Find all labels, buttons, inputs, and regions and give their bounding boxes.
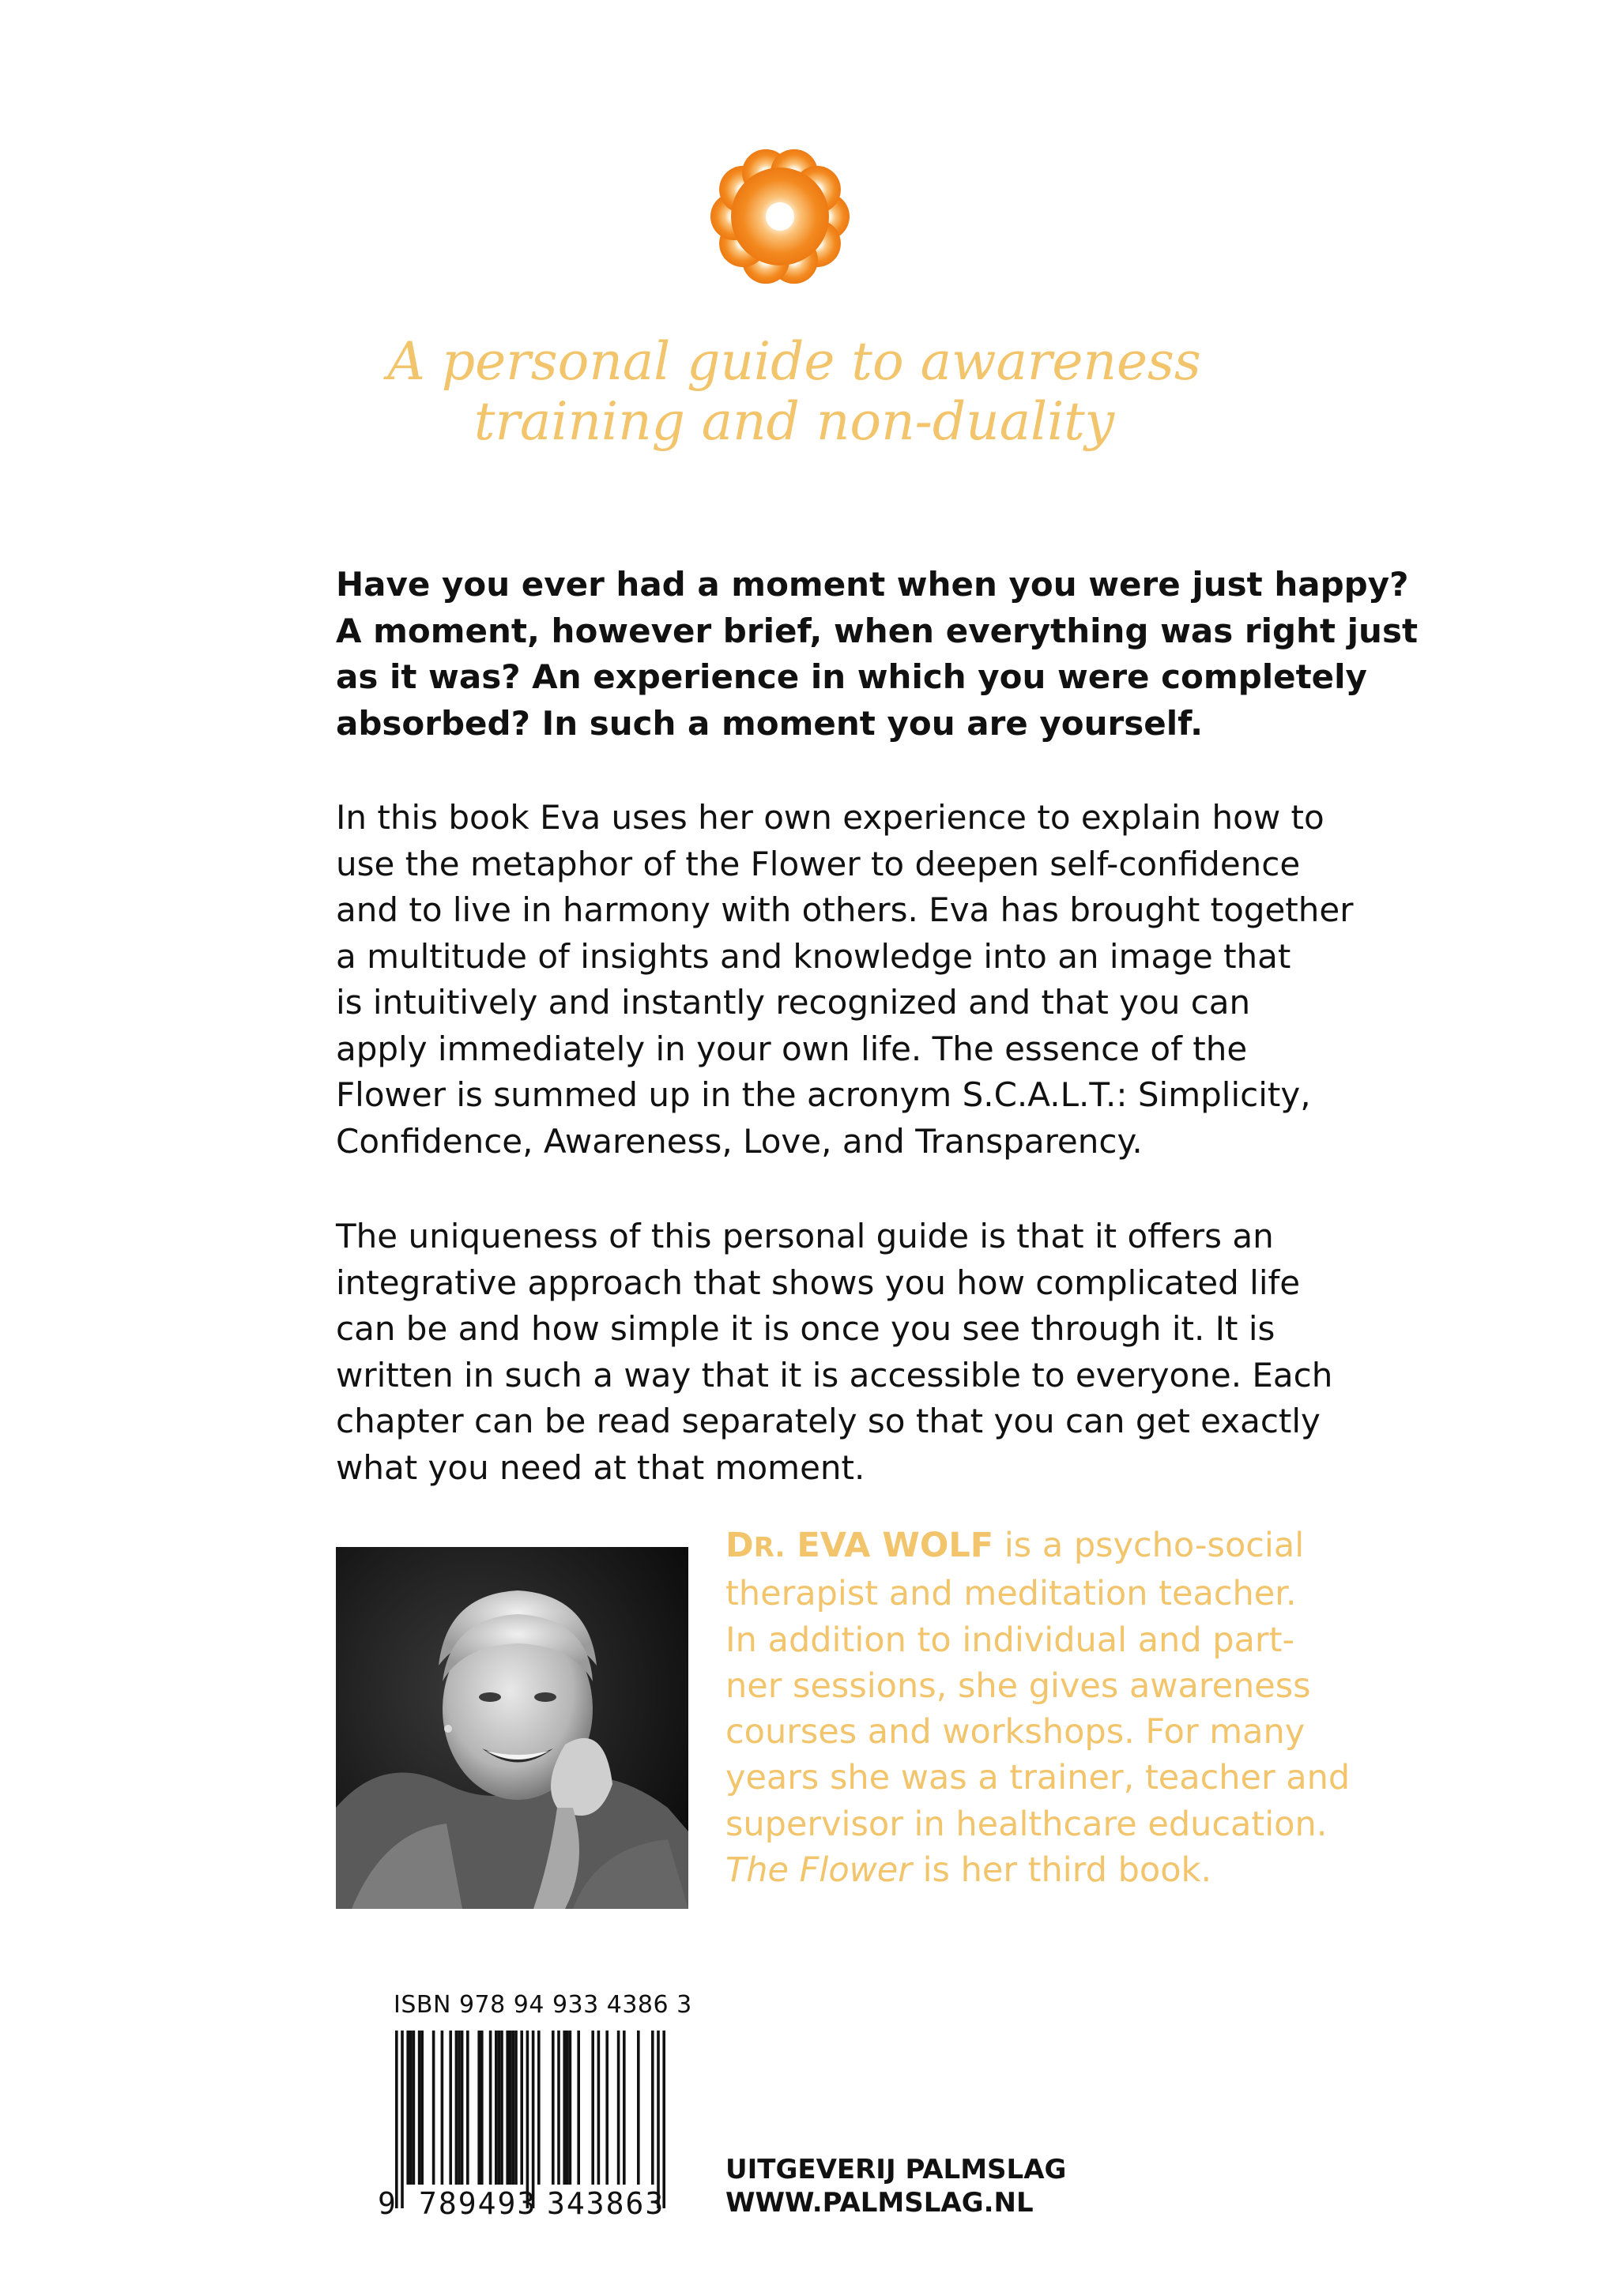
barcode-bar xyxy=(413,2031,416,2185)
barcode-bar xyxy=(526,2031,529,2208)
barcode-bar xyxy=(449,2031,452,2185)
barcode-bar xyxy=(455,2031,458,2185)
barcode-bar xyxy=(495,2031,498,2185)
author-name-prefix-d: D xyxy=(725,1526,754,1565)
bio-line-1-rest: is a psycho-social xyxy=(993,1526,1305,1565)
barcode-bar xyxy=(557,2031,560,2185)
author-name-prefix-rest: R. xyxy=(753,1532,786,1564)
intro-line: absorbed? In such a moment you are yourself. xyxy=(336,703,1204,743)
barcode-bar xyxy=(657,2031,660,2208)
paragraph-line: Confidence, Awareness, Love, and Transparency. xyxy=(336,1121,1143,1161)
publisher-url[interactable]: WWW.PALMSLAG.NL xyxy=(725,2187,1034,2219)
barcode-bar xyxy=(466,2031,469,2185)
paragraph-line: is intuitively and instantly recognized and that you can xyxy=(336,983,1251,1022)
barcode-bar xyxy=(512,2031,515,2185)
barcode-bar xyxy=(461,2031,464,2185)
bio-line xyxy=(725,1847,1326,1893)
barcode xyxy=(371,2031,688,2220)
barcode-bar xyxy=(577,2031,580,2185)
intro-line: Have you ever had a moment when you were just happy? xyxy=(336,565,1409,604)
barcode-bar xyxy=(418,2031,421,2185)
barcode-digit-group: 9 xyxy=(378,2186,396,2220)
barcode-bar xyxy=(509,2031,512,2185)
barcode-bar xyxy=(477,2031,480,2185)
bio-line: supervisor in healthcare education. xyxy=(725,1804,1328,1844)
barcode-bar xyxy=(591,2031,594,2185)
intro-line: as it was? An experience in which you were completely xyxy=(336,657,1367,696)
barcode-bar xyxy=(489,2031,492,2185)
description-paragraph-2 xyxy=(336,1214,1363,1491)
paragraph-line: use the metaphor of the Flower to deepen self-confidence xyxy=(336,844,1301,883)
paragraph-line: what you need at that moment. xyxy=(336,1447,865,1487)
barcode-bar xyxy=(498,2031,501,2185)
author-portrait xyxy=(336,1547,688,1909)
tagline-line: training and non-duality xyxy=(473,391,1115,452)
barcode-bar xyxy=(566,2031,569,2185)
flower-icon xyxy=(707,144,853,289)
barcode-bar xyxy=(480,2031,484,2185)
paragraph-line: apply immediately in your own life. The essence of the xyxy=(336,1029,1248,1068)
barcode-bar xyxy=(597,2031,601,2185)
paragraph-line: can be and how simple it is once you see through it. It is xyxy=(336,1309,1275,1348)
barcode-bar xyxy=(506,2031,509,2185)
tagline-line: A personal guide to awareness xyxy=(387,331,1201,392)
tagline xyxy=(316,332,1272,452)
bio-line: courses and workshops. For many xyxy=(725,1712,1306,1752)
barcode-bar xyxy=(563,2031,566,2185)
barcode-bar xyxy=(637,2031,640,2185)
publisher-name: UITGEVERIJ PALMSLAG xyxy=(725,2154,1067,2185)
paragraph-line: In this book Eva uses her own experience to explain how to xyxy=(336,798,1324,837)
barcode-digit-group: 789493 xyxy=(419,2186,537,2220)
isbn-label: ISBN 978 94 933 4386 3 xyxy=(394,1991,692,2019)
book-title: The Flower xyxy=(725,1850,912,1891)
author-name-text: EVA WOLF xyxy=(797,1526,994,1565)
barcode-bar xyxy=(441,2031,444,2185)
author-bio xyxy=(725,1523,1351,1893)
barcode-bar xyxy=(623,2031,626,2185)
barcode-bar xyxy=(432,2031,435,2185)
barcode-bar xyxy=(401,2031,404,2208)
barcode-bar xyxy=(395,2031,398,2208)
barcode-bar xyxy=(552,2031,555,2185)
barcode-bar xyxy=(662,2031,665,2208)
paragraph-line: and to live in harmony with others. Eva has brought together xyxy=(336,890,1354,929)
barcode-bar xyxy=(569,2031,572,2185)
barcode-bar xyxy=(520,2031,523,2185)
barcode-bar xyxy=(537,2031,541,2185)
author-name xyxy=(725,1526,993,1565)
barcode-bar xyxy=(458,2031,461,2185)
bio-line: years she was a trainer, teacher and xyxy=(725,1758,1351,1798)
bio-line: ner sessions, she gives awareness xyxy=(725,1666,1311,1706)
paragraph-line: written in such a way that it is accessible to everyone. Each xyxy=(336,1355,1333,1395)
intro-line: A moment, however brief, when everything was right just xyxy=(336,611,1419,650)
barcode-bar xyxy=(500,2031,503,2185)
bio-line: In addition to individual and part- xyxy=(725,1620,1294,1660)
barcode-bar xyxy=(605,2031,609,2185)
bio-last-line-rest: is her third book. xyxy=(911,1850,1212,1891)
barcode-digit-group: 343863 xyxy=(547,2186,665,2220)
paragraph-line: The uniqueness of this personal guide is that it offers an xyxy=(336,1217,1274,1255)
barcode-bar xyxy=(514,2031,518,2185)
barcode-bar xyxy=(409,2031,413,2185)
paragraph-line: chapter can be read separately so that you can get exactly xyxy=(336,1402,1321,1440)
barcode-bar xyxy=(406,2031,409,2185)
barcode-bar xyxy=(617,2031,620,2185)
paragraph-line: integrative approach that shows you how complicated life xyxy=(336,1263,1301,1302)
paragraph-line: Flower is summed up in the acronym S.C.A.L.T.: Simplicity, xyxy=(336,1075,1311,1114)
barcode-bar xyxy=(420,2031,424,2185)
bio-line: therapist and meditation teacher. xyxy=(725,1574,1297,1614)
description-paragraph-1 xyxy=(336,795,1363,1165)
paragraph-line: a multitude of insights and knowledge into an image that xyxy=(336,936,1291,976)
barcode-bar xyxy=(651,2031,654,2185)
barcode-bar xyxy=(532,2031,535,2208)
intro-paragraph xyxy=(336,562,1419,747)
bio-line xyxy=(725,1523,1326,1571)
